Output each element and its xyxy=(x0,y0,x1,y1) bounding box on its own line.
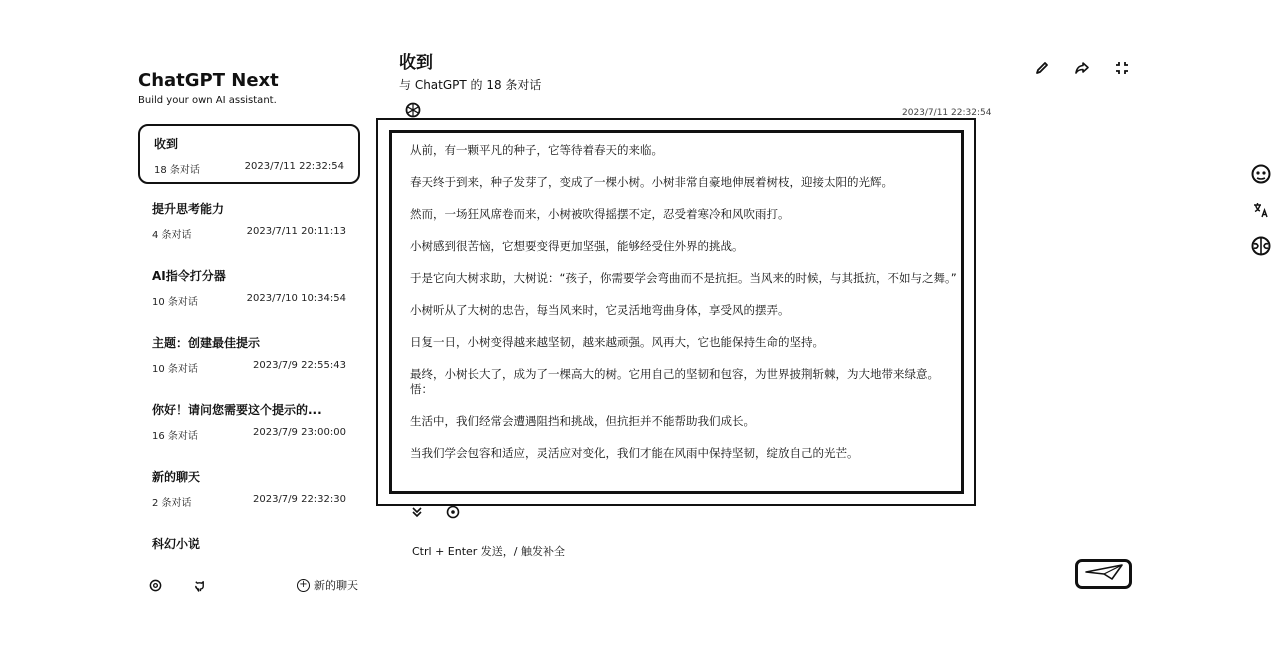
brain-icon[interactable] xyxy=(1249,234,1273,258)
input-hint: Ctrl + Enter 发送，/ 触发补全 xyxy=(412,545,566,558)
message-paragraph: 春天终于到来，种子发芽了，变成了一棵小树。小树非常自豪地伸展着树枝，迎接太阳的光辉。 xyxy=(410,175,893,189)
message-bubble xyxy=(389,130,964,494)
chat-item-time: 2023/7/9 22:32:30 xyxy=(252,494,346,505)
chat-item[interactable] xyxy=(138,258,360,318)
github-icon[interactable] xyxy=(192,578,206,592)
scroll-down-icon[interactable] xyxy=(410,505,424,519)
input-toolbar xyxy=(410,505,482,519)
chat-subtitle: 与 ChatGPT 的 18 条对话 xyxy=(399,78,542,92)
message-paragraph: 小树听从了大树的忠告，每当风来时，它灵活地弯曲身体，享受风的摆弄。 xyxy=(410,303,790,317)
chat-item[interactable] xyxy=(138,526,360,556)
chat-item-title: 科幻小说 xyxy=(152,537,201,551)
translate-icon[interactable] xyxy=(1249,198,1273,222)
chat-item-time: 2023/7/9 22:55:43 xyxy=(252,360,346,371)
message-paragraph: 于是它向大树求助，大树说：“孩子，你需要学会弯曲而不是抗拒。当风来的时候，与其抵抗，不如与之舞。” xyxy=(410,271,957,285)
chat-item-time: 2023/7/11 20:11:13 xyxy=(246,226,346,237)
chat-title: 收到 xyxy=(399,53,433,73)
chat-item-title: 你好！请问您需要这个提示的... xyxy=(152,403,322,417)
sidebar xyxy=(138,70,362,610)
chat-item[interactable] xyxy=(138,392,360,452)
new-chat-label: 新的聊天 xyxy=(314,579,358,592)
message-paragraph: 日复一日，小树变得越来越坚韧，越来越顽强。风再大，它也能保持生命的坚持。 xyxy=(410,335,824,349)
chat-item-count: 10 条对话 xyxy=(152,364,198,375)
chat-item-time: 2023/7/9 23:00:00 xyxy=(252,427,346,438)
header-actions xyxy=(1032,58,1152,78)
message-paragraph: 然而，一场狂风席卷而来，小树被吹得摇摆不定，忍受着寒冷和风吹雨打。 xyxy=(410,207,790,221)
chat-item-title: 提升思考能力 xyxy=(152,202,225,216)
mask-icon[interactable] xyxy=(1249,162,1273,186)
chat-item-time: 2023/7/10 10:34:54 xyxy=(246,293,346,304)
chat-item-time: 2023/7/11 22:32:54 xyxy=(244,161,344,172)
right-toolbar xyxy=(1249,162,1275,270)
message-paragraph: 最终，小树长大了，成为了一棵高大的树。它用自己的坚韧和包容，为世界披荆斩棘，为大地带来绿意。悟： xyxy=(410,367,939,396)
send-button[interactable] xyxy=(1075,559,1132,589)
chat-list xyxy=(138,124,362,563)
chat-item-count: 18 条对话 xyxy=(154,165,200,176)
message-paragraph: 当我们学会包容和适应，灵活应对变化，我们才能在风雨中保持坚韧，绽放自己的光芒。 xyxy=(410,446,859,460)
fullscreen-icon[interactable] xyxy=(1112,58,1132,78)
chat-item-title: 收到 xyxy=(154,137,179,151)
chat-item-title: AI指令打分器 xyxy=(152,269,226,283)
new-chat-button[interactable] xyxy=(297,577,358,593)
stop-icon[interactable] xyxy=(446,505,460,519)
plus-icon: + xyxy=(297,579,310,592)
settings-icon[interactable] xyxy=(148,578,162,592)
sidebar-footer xyxy=(148,575,362,595)
share-icon[interactable] xyxy=(1072,58,1092,78)
chat-item-title: 新的聊天 xyxy=(152,470,201,484)
send-icon xyxy=(1082,562,1126,586)
chat-item[interactable] xyxy=(138,325,360,385)
app-title: ChatGPT Next xyxy=(138,70,279,91)
message-date: 2023/7/11 22:32:54 xyxy=(902,108,992,118)
chat-item-count: 16 条对话 xyxy=(152,431,198,442)
chat-item-count: 2 条对话 xyxy=(152,498,192,509)
message-paragraph: 从前，有一颗平凡的种子，它等待着春天的来临。 xyxy=(410,143,663,157)
chat-item-count: 4 条对话 xyxy=(152,230,192,241)
message-paragraph: 小树感到很苦恼，它想要变得更加坚强，能够经受住外界的挑战。 xyxy=(410,239,744,253)
message-paragraph: 生活中，我们经常会遭遇阻挡和挑战，但抗拒并不能帮助我们成长。 xyxy=(410,414,755,428)
chat-item[interactable] xyxy=(138,191,360,251)
edit-icon[interactable] xyxy=(1032,58,1052,78)
chat-item[interactable] xyxy=(138,459,360,519)
chat-item[interactable] xyxy=(138,124,360,184)
openai-icon xyxy=(404,101,422,119)
chat-item-title: 主题：创建最佳提示 xyxy=(152,336,261,350)
app-subtitle: Build your own AI assistant. xyxy=(138,95,277,106)
chat-item-count: 10 条对话 xyxy=(152,297,198,308)
